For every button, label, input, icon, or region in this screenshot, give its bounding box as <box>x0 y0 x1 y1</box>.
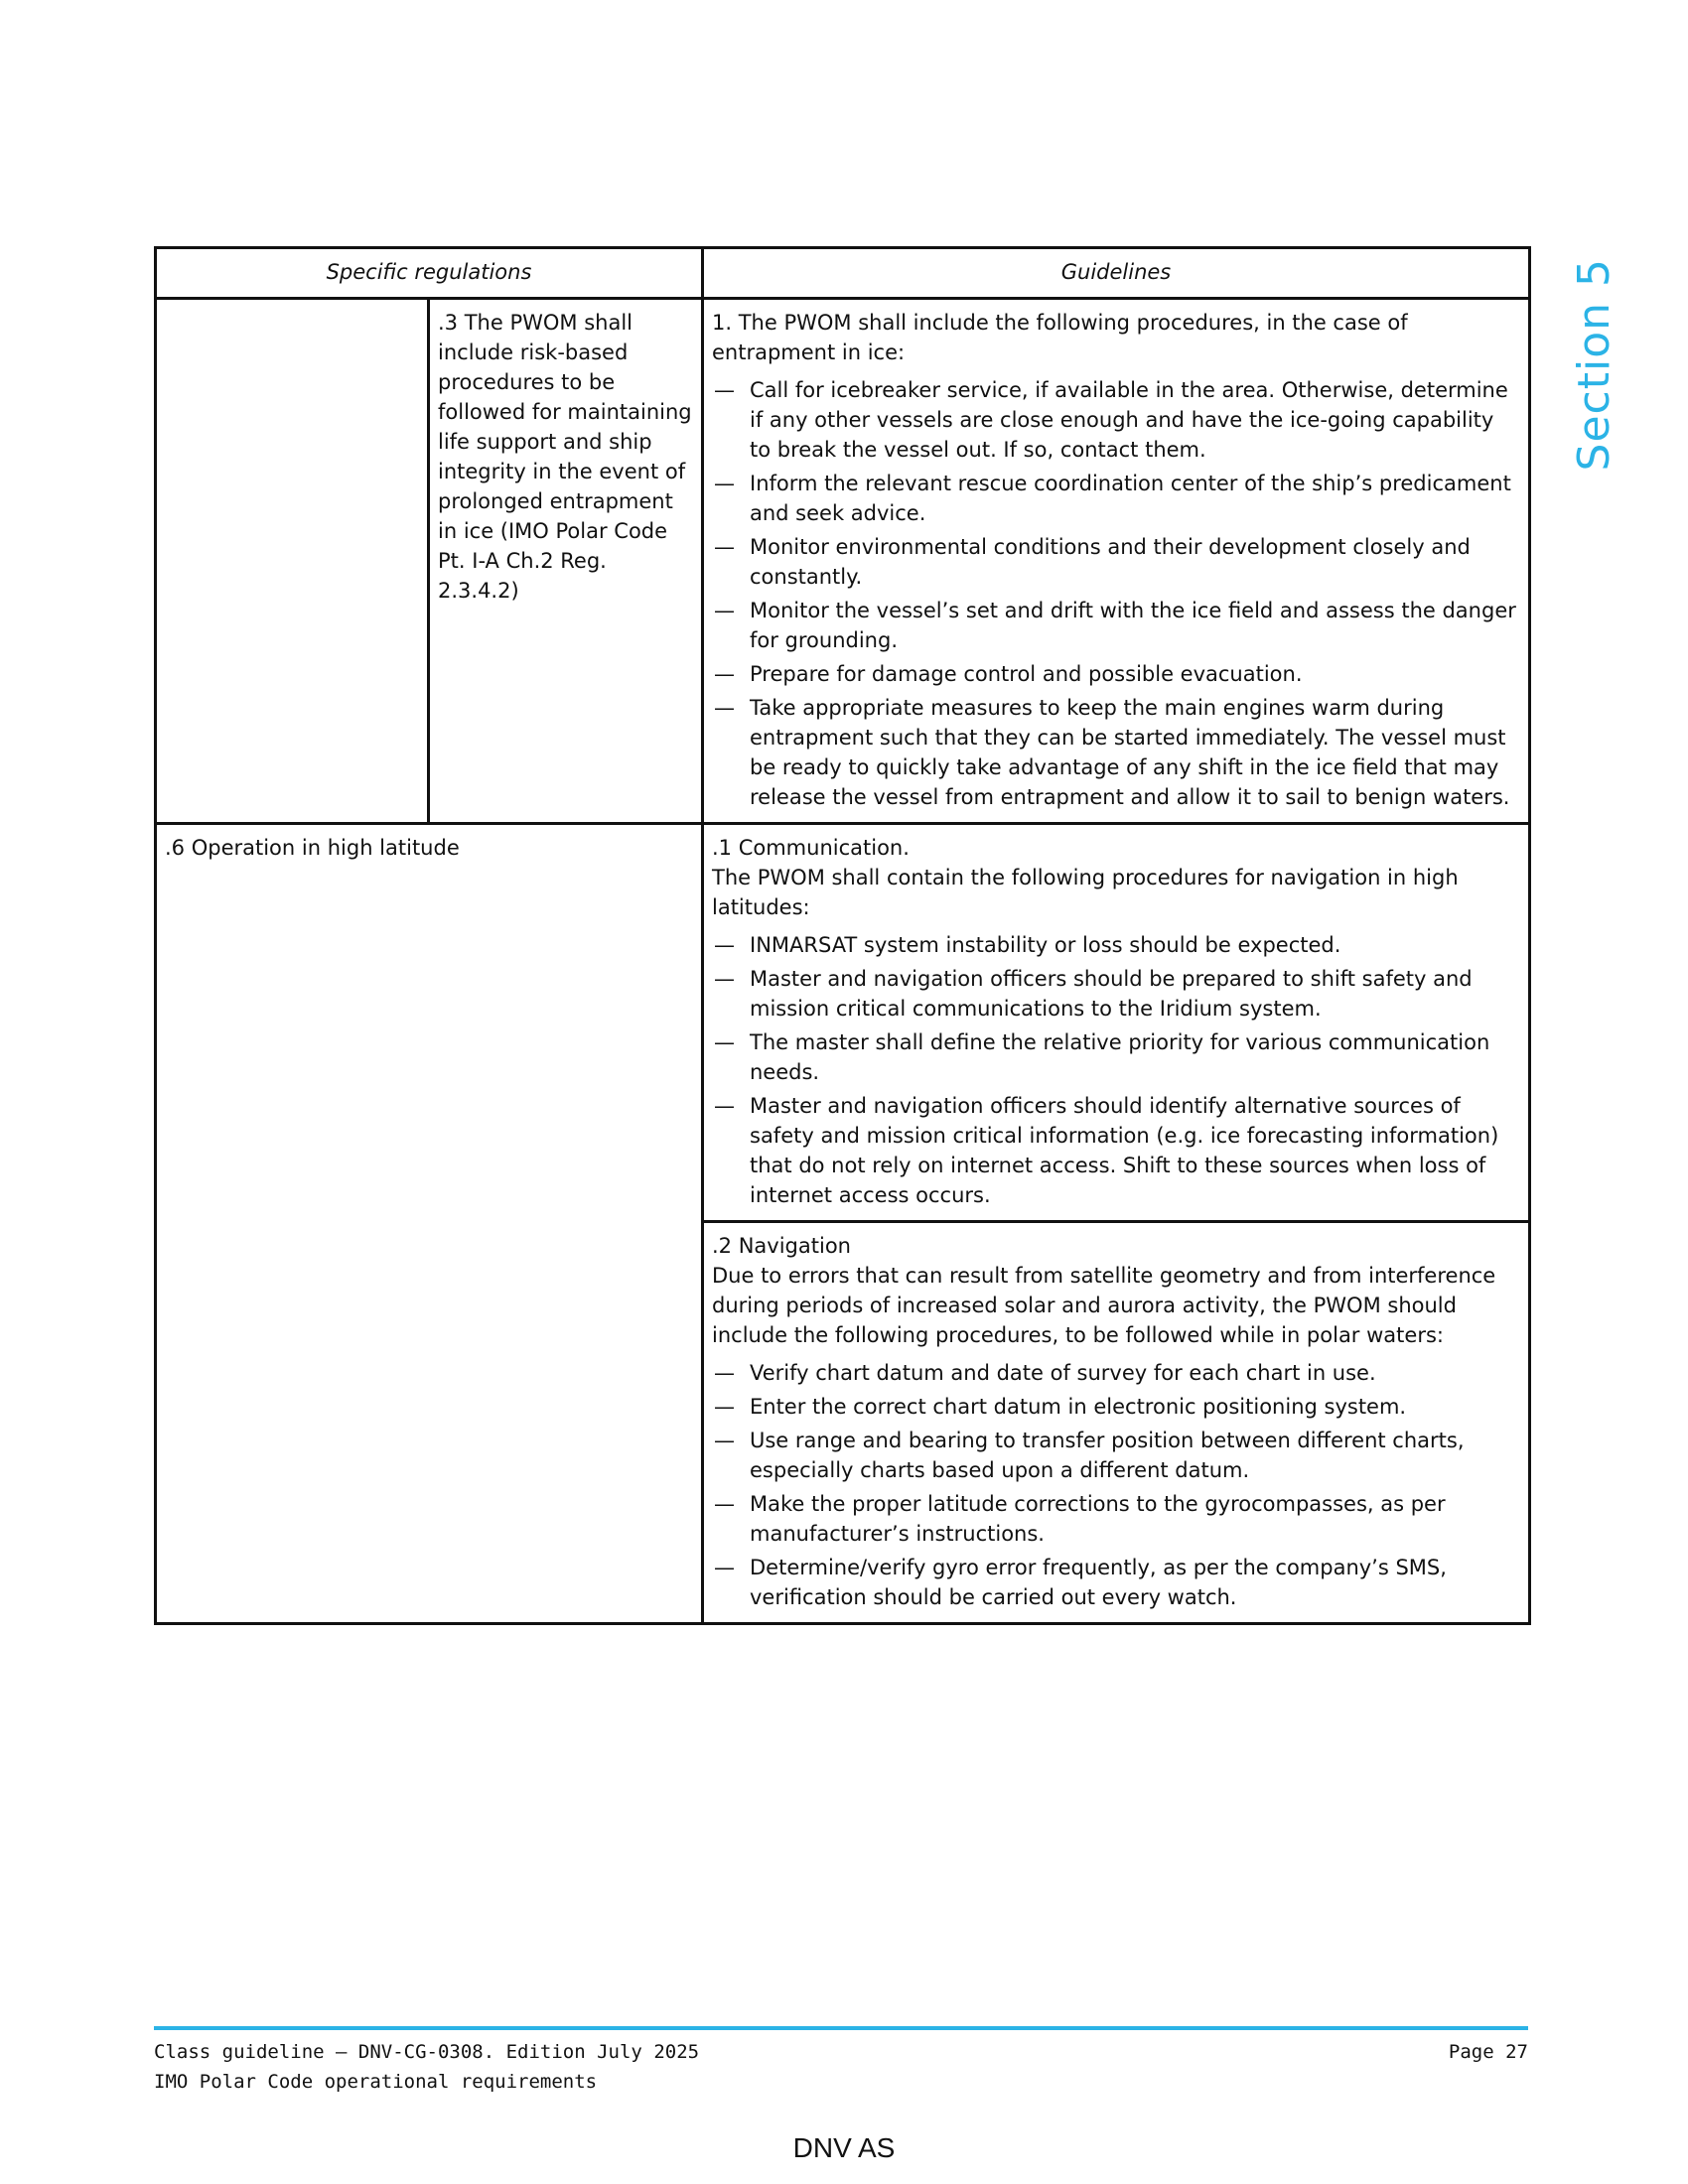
section-label-text: Section 5 <box>1569 258 1619 472</box>
dash-bullet: — <box>714 696 735 720</box>
regulations-table <box>154 246 1531 1625</box>
list-item: — The master shall define the relative priority for various communication needs. <box>712 1027 1520 1087</box>
list-item: — Call for icebreaker service, if available in the area. Otherwise, determine if any other vessels are close enough and have the ice-going capability to break the vessel out. If so, contact them. <box>712 375 1520 465</box>
guideline-heading: .1 Communication. <box>712 836 910 860</box>
header-specific-regulations: Specific regulations <box>156 248 703 299</box>
list-item: — Use range and bearing to transfer position between different charts, especially charts based upon a different datum. <box>712 1426 1520 1485</box>
guideline-list <box>712 930 1520 1210</box>
page-footer <box>154 2037 1528 2097</box>
dash-bullet: — <box>714 1492 735 1516</box>
table-row <box>156 824 1530 1222</box>
regulation-text: .6 Operation in high latitude <box>165 836 460 860</box>
dash-bullet: — <box>714 1361 735 1385</box>
publisher-name: DNV AS <box>792 2132 896 2163</box>
dash-bullet: — <box>714 967 735 991</box>
guideline-list <box>712 1358 1520 1612</box>
dash-bullet: — <box>714 1094 735 1118</box>
dash-bullet: — <box>714 472 735 495</box>
list-item: — Monitor the vessel’s set and drift with the ice field and assess the danger for grounding. <box>712 596 1520 655</box>
dash-bullet: — <box>714 933 735 957</box>
empty-regulation-cell <box>156 299 429 824</box>
table-row <box>156 299 1530 824</box>
list-item: — Verify chart datum and date of survey for each chart in use. <box>712 1358 1520 1388</box>
dash-bullet: — <box>714 1030 735 1054</box>
dash-bullet: — <box>714 1395 735 1419</box>
page-number: Page 27 <box>1448 2041 1528 2063</box>
list-item: — Monitor environmental conditions and their development closely and constantly. <box>712 532 1520 592</box>
table-header-row <box>156 248 1530 299</box>
list-item: — Enter the correct chart datum in electronic positioning system. <box>712 1392 1520 1422</box>
footer-document-title: Class guideline — DNV-CG-0308. Edition July 2025 <box>154 2041 700 2063</box>
footer-document-subtitle: IMO Polar Code operational requirements <box>154 2071 598 2093</box>
list-item: — Determine/verify gyro error frequently, as per the company’s SMS, verification should be carried out every watch. <box>712 1553 1520 1612</box>
guideline-intro: Due to errors that can result from satellite geometry and from interference during periods of increased solar and aurora activity, the PWOM should include the following procedures, to be followed while in polar waters: <box>712 1264 1496 1347</box>
list-item: — Prepare for damage control and possible evacuation. <box>712 659 1520 689</box>
dash-bullet: — <box>714 535 735 559</box>
list-item: — Inform the relevant rescue coordination center of the ship’s predicament and seek advice. <box>712 469 1520 528</box>
list-item: — Make the proper latitude corrections to the gyrocompasses, as per manufacturer’s instructions. <box>712 1489 1520 1549</box>
list-item: — Master and navigation officers should identify alternative sources of safety and mission critical information (e.g. ice forecasting information) that do not rely on internet access. Shift to these sources when loss of internet access occurs. <box>712 1091 1520 1210</box>
guideline-cell <box>703 299 1530 824</box>
dash-bullet: — <box>714 1429 735 1452</box>
header-guidelines: Guidelines <box>703 248 1530 299</box>
list-item: — Master and navigation officers should be prepared to shift safety and mission critical communications to the Iridium system. <box>712 964 1520 1024</box>
guideline-heading: .2 Navigation <box>712 1234 851 1258</box>
guideline-cell <box>703 824 1530 1222</box>
list-item: — INMARSAT system instability or loss should be expected. <box>712 930 1520 960</box>
guideline-intro: The PWOM shall contain the following procedures for navigation in high latitudes: <box>712 866 1459 919</box>
guideline-intro: 1. The PWOM shall include the following procedures, in the case of entrapment in ice: <box>712 311 1408 364</box>
dash-bullet: — <box>714 662 735 686</box>
dash-bullet: — <box>714 378 735 402</box>
dash-bullet: — <box>714 599 735 622</box>
footer-divider <box>154 2026 1528 2030</box>
list-item: — Take appropriate measures to keep the main engines warm during entrapment such that they can be started immediately. The vessel must be ready to quickly take advantage of any shift in the ice field that may release the vessel from entrapment and allow it to sail to benign waters. <box>712 693 1520 812</box>
sub-regulation-cell <box>429 299 703 824</box>
dash-bullet: — <box>714 1556 735 1579</box>
regulation-cell <box>156 824 703 1624</box>
sub-regulation-text: .3 The PWOM shall include risk-based procedures to be followed for maintaining life support and ship integrity in the event of prolonged entrapment in ice (IMO Polar Code Pt. I-A Ch.2 Reg. 2.3.4.2) <box>438 311 692 603</box>
guideline-cell <box>703 1222 1530 1624</box>
guideline-list <box>712 375 1520 812</box>
